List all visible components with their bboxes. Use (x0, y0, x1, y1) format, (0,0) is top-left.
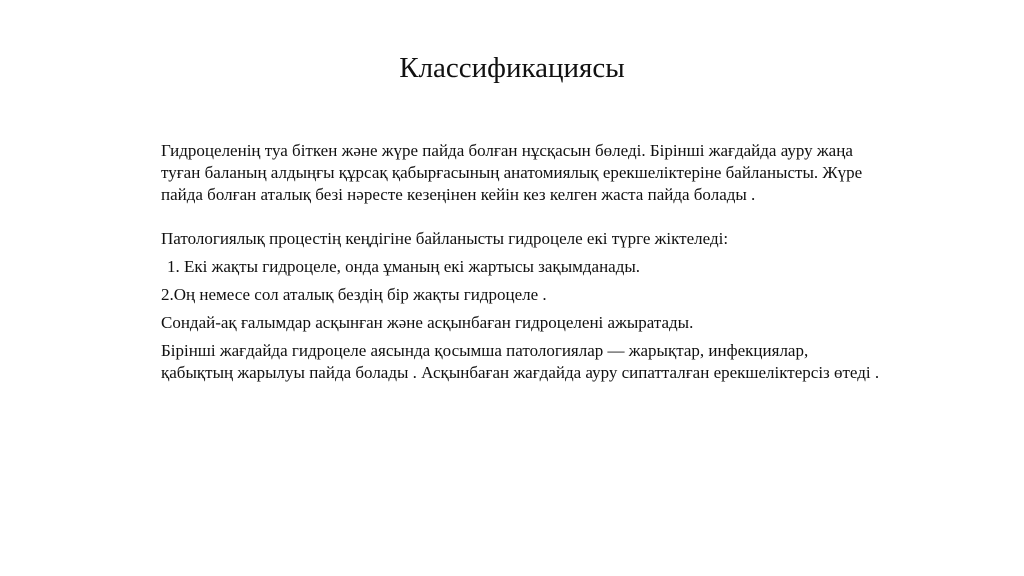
paragraph-details: Бірінші жағдайда гидроцеле аясында қосымша патологиялар — жарықтар, инфекциялар, қабықтың жарылуы пайда болады . Асқынбаған жағдайда ауру сипатталған ерекшеліктерсіз өтеді . (161, 341, 880, 382)
list-item-unilateral: 2.Оң немесе сол аталық бездің бір жақты гидроцеле . (161, 285, 547, 304)
paragraph-classification: Патологиялық процестің кеңдігіне байланысты гидроцеле екі түрге жіктеледі: (161, 229, 729, 248)
slide-body (161, 140, 881, 384)
paragraph-intro: Гидроцеленің туа біткен және жүре пайда болған нұсқасын бөледі. Бірінші жағдайда ауру жаңа туған баланың алдыңғы құрсақ қабырғасының анатомиялық ерекшеліктеріне байланысты. Жүре пайда болған аталық безі нәресте кезеңінен кейін кез келген жаста пайда болады . (161, 141, 863, 204)
paragraph-complicated: Сондай-ақ ғалымдар асқынған және асқынбаған гидроцелені ажыратады. (161, 313, 694, 332)
slide-title: Классификациясы (399, 52, 625, 84)
list-item-bilateral: 1. Екі жақты гидроцеле, онда ұманың екі жартысы зақымданады. (167, 257, 641, 276)
